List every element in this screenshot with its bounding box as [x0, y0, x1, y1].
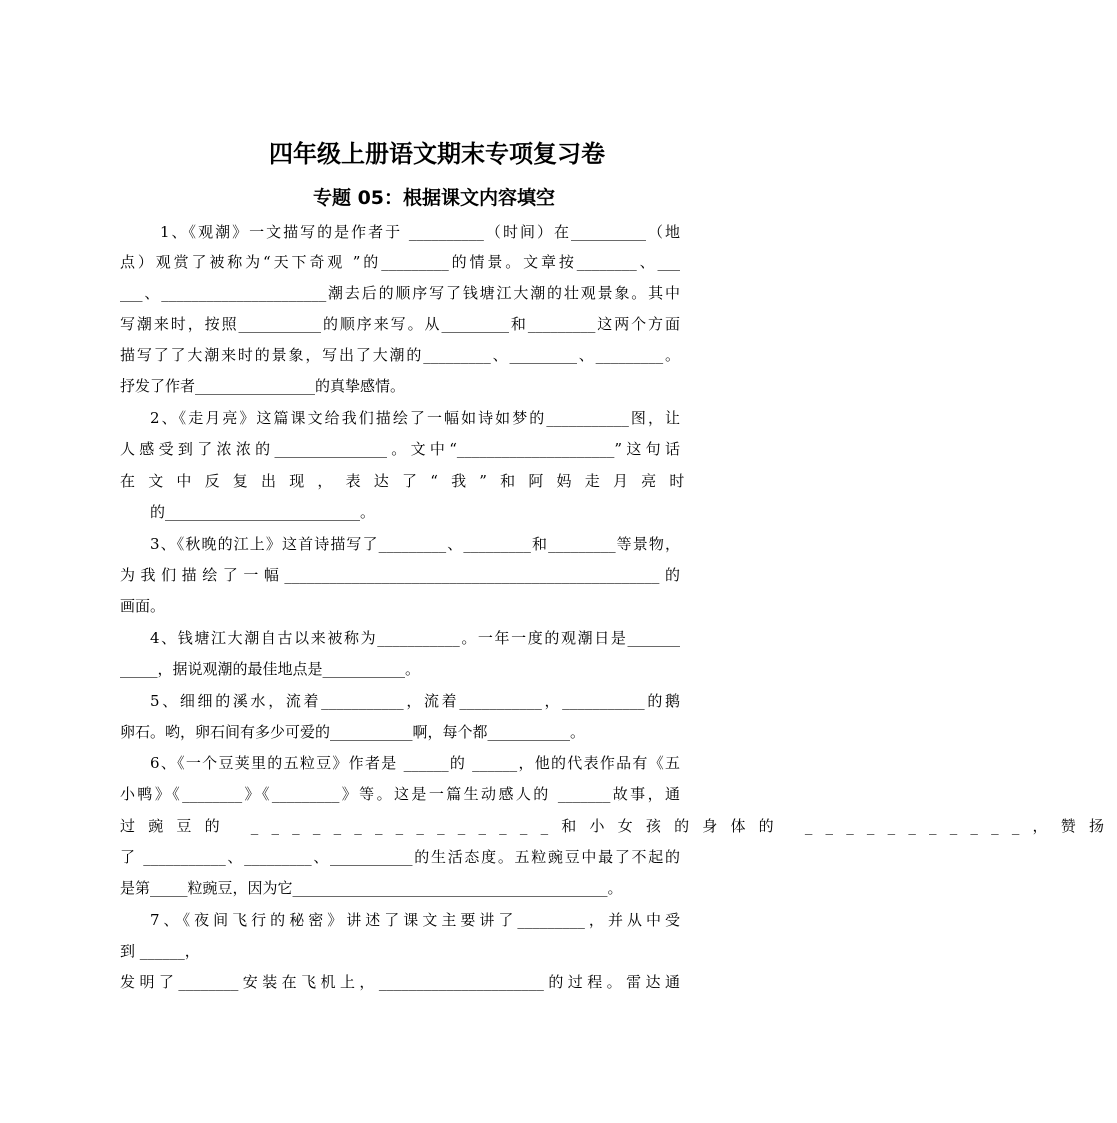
text-line: 卵石。哟，卵石间有多少可爱的___________啊，每个都___________。	[120, 723, 586, 741]
text-line: 抒发了作者________________的真挚感情。	[120, 377, 406, 395]
text-line: 画面。	[120, 597, 166, 615]
text-line: 3、《秋晚的江上》这首诗描写了_________、_________和_________等景物，	[150, 535, 680, 553]
text-line: 为我们描绘了一幅__________________________________________________的	[120, 566, 680, 584]
text-line: 点）观赏了被称为“天下奇观 ”的_________的情景。文章按________、___	[120, 253, 680, 271]
text-line: 在文中反复出现，表达了“我”和阿妈走月亮时	[120, 472, 698, 490]
text-line: 到 ______，	[120, 942, 200, 960]
text-line: 1、《观潮》一文描写的是作者于 __________（时间）在__________（地	[160, 223, 680, 241]
text-line: 过豌豆的 _______________和小女孩的身体的 ___________，赞扬	[120, 817, 1117, 835]
text-line: 了 ___________、_________、___________的生活态度。五粒豌豆中最了不起的	[120, 848, 680, 866]
text-line: ___、______________________潮去后的顺序写了钱塘江大潮的壮观景象。其中	[120, 284, 680, 302]
text-line: 描写了了大潮来时的景象，写出了大潮的_________、_________、_________。	[120, 346, 680, 364]
text-line: _____，据说观潮的最佳地点是___________。	[120, 660, 421, 678]
text-line: 2、《走月亮》这篇课文给我们描绘了一幅如诗如梦的___________图，让	[150, 409, 680, 427]
page-title: 四年级上册语文期末专项复习卷	[269, 140, 605, 168]
text-line: 人感受到了浓浓的_______________。文中“_____________________”这句话	[120, 440, 680, 458]
text-line: 是第_____粒豌豆，因为它__________________________________________。	[120, 879, 623, 897]
text-line: 4、钱塘江大潮自古以来被称为___________。一年一度的观潮日是_______	[150, 629, 680, 647]
text-line: 的__________________________。	[150, 503, 376, 521]
page-subtitle: 专题 05：根据课文内容填空	[312, 187, 556, 209]
text-line: 6、《一个豆荚里的五粒豆》作者是 ______的 ______，他的代表作品有《五	[150, 754, 680, 772]
text-line: 5、细细的溪水，流着___________，流着___________，___________的鹅	[150, 692, 680, 710]
text-line: 写潮来时，按照___________的顺序来写。从_________和_________这两个方面	[120, 315, 680, 333]
text-line: 发明了________安装在飞机上，______________________的过程。雷达通	[120, 973, 680, 991]
text-line: 7、《夜间飞行的秘密》讲述了课文主要讲了_________，并从中受	[150, 911, 680, 929]
text-line: 小鸭》《________》《_________》等。这是一篇生动感人的 _______故事，通	[120, 785, 680, 803]
